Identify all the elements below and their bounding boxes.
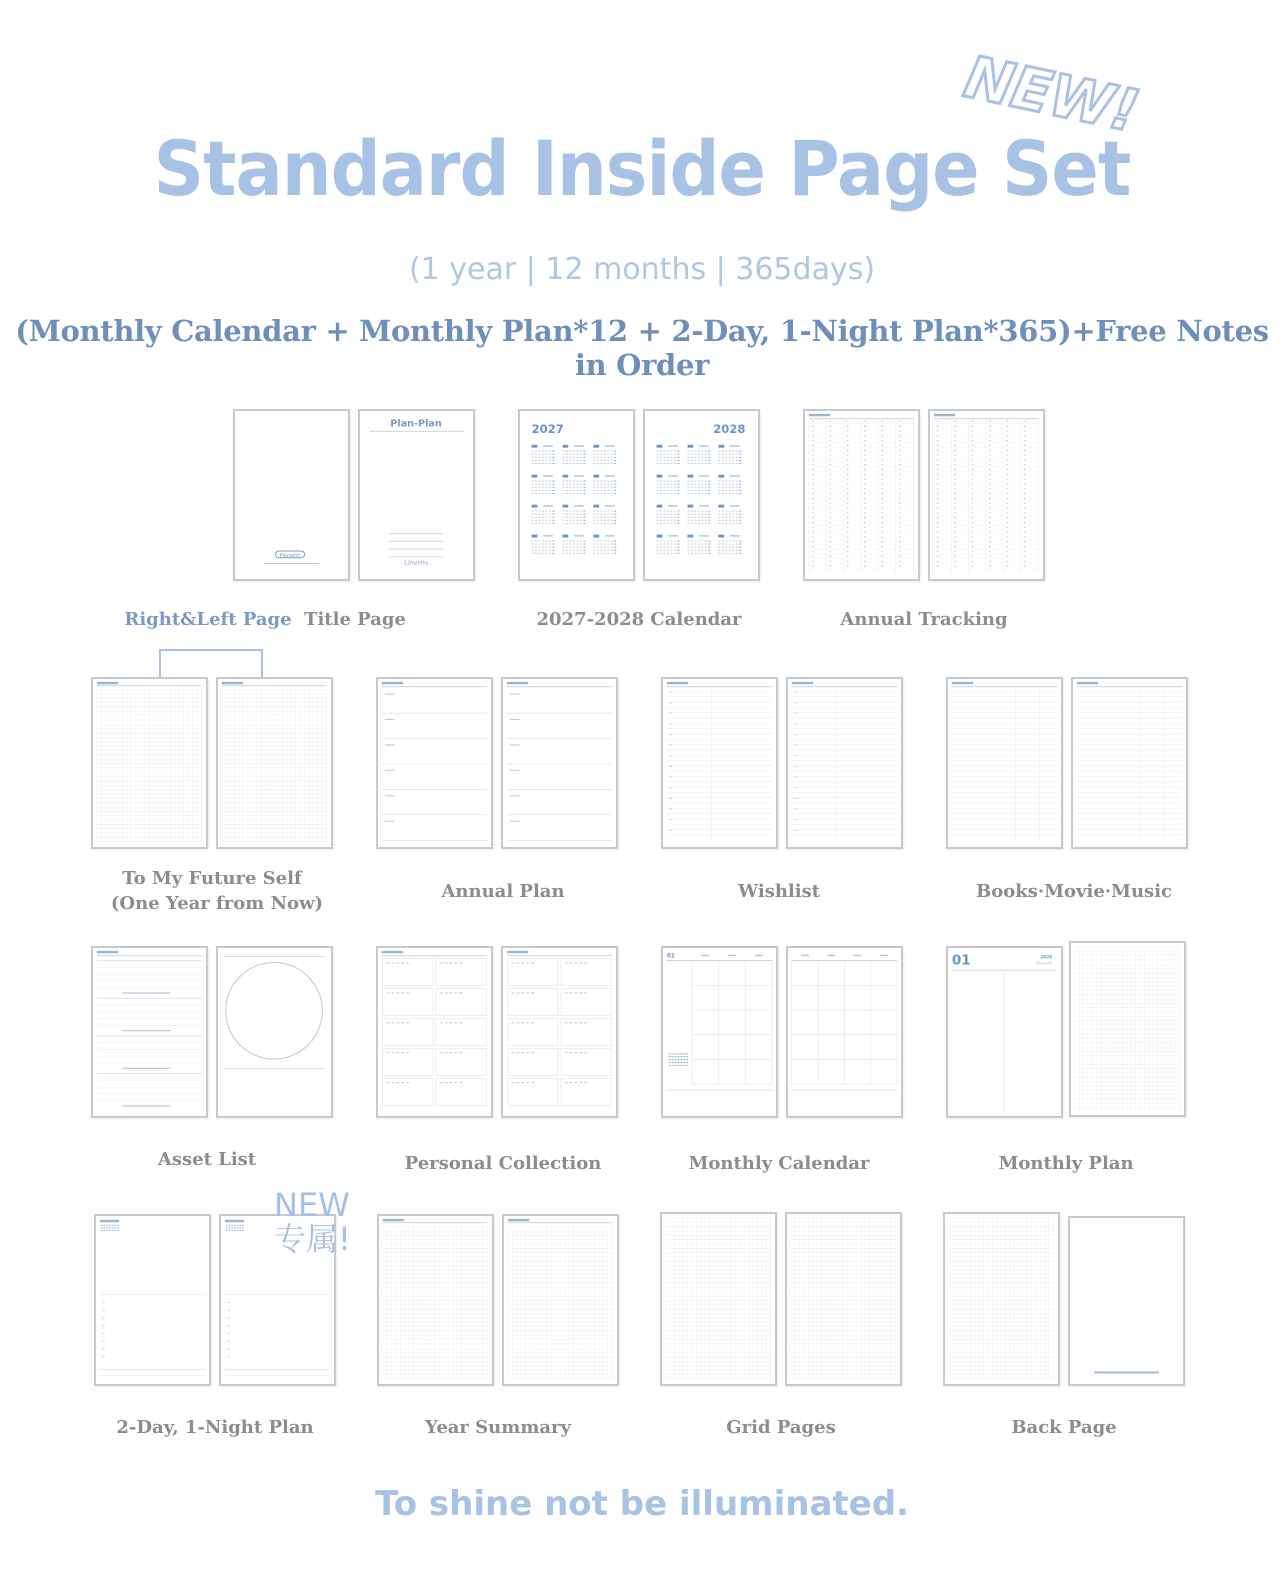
asset-list-left-thumbnail [91,946,208,1118]
label-back-page: Back Page [1011,1417,1117,1438]
label-year-summary: Year Summary [425,1417,571,1438]
two-day-plan-left-thumbnail [94,1214,211,1386]
title-page-heading: Plan-Plan [390,418,442,430]
label-asset-list: Asset List [157,1149,257,1170]
wishlist-right-thumbnail [786,677,903,849]
wishlist-left-thumbnail [661,677,778,849]
monthly-plan-month: January [1035,961,1053,967]
monthly-calendar-right-thumbnail [786,946,903,1118]
label-title-page: Title Page [304,609,406,630]
calendar-year-2027: 2027 [531,422,564,437]
books-movie-music-left-thumbnail [946,677,1063,849]
right-left-page-bracket [159,649,263,678]
label-grid-pages: Grid Pages [726,1417,836,1438]
label-monthly-plan: Monthly Plan [998,1153,1134,1174]
personal-collection-left-thumbnail [376,946,493,1118]
annual-tracking-left-thumbnail [803,409,920,581]
label-two-day-one-night-plan: 2-Day, 1-Night Plan [116,1417,314,1438]
page-title: Standard Inside Page Set [153,124,1131,214]
label-to-my-future-self: To My Future Self [122,868,302,889]
new-exclusive-line2: 专属! [274,1220,351,1258]
new-exclusive-line1: NEW [274,1186,350,1224]
future-self-right-thumbnail [216,677,333,849]
grid-pages-left-thumbnail [660,1212,777,1386]
monthly-plan-left-thumbnail [946,946,1063,1118]
subtitle: (1 year | 12 months | 365days) [408,252,876,287]
year-summary-left-thumbnail [377,1214,494,1386]
monthly-plan-right-thumbnail [1069,941,1186,1117]
label-right-left-page: Right&Left Page [124,609,292,630]
back-page-thumbnail [1068,1216,1185,1386]
label-wishlist: Wishlist [737,881,821,902]
annual-plan-left-thumbnail [376,677,493,849]
calendar-2028-thumbnail [643,409,760,581]
monthly-calendar-left-thumbnail [661,946,778,1118]
monthly-plan-number: 01 [951,952,971,969]
label-calendar-2027-2028: 2027-2028 Calendar [536,609,742,630]
grid-pages-right-thumbnail [785,1212,902,1386]
new-exclusive-badge [274,1188,351,1256]
asset-list-right-thumbnail [216,946,333,1118]
footer-motto: To shine not be illuminated. [375,1484,909,1524]
new-badge: NEW! [958,42,1144,146]
annual-tracking-right-thumbnail [928,409,1045,581]
contents-summary: (Monthly Calendar + Monthly Plan*12 + 2-Day, 1-Night Plan*365)+Free Notes in Order [15,314,1269,382]
label-personal-collection: Personal Collection [404,1153,602,1174]
calendar-2027-thumbnail [518,409,635,581]
label-monthly-calendar: Monthly Calendar [688,1153,870,1174]
label-annual-tracking: Annual Tracking [840,609,1008,630]
title-page-blank-thumbnail [233,409,350,581]
future-self-left-thumbnail [91,677,208,849]
annual-plan-right-thumbnail [501,677,618,849]
monthly-calendar-number: 01 [666,953,675,960]
year-summary-right-thumbnail [502,1214,619,1386]
personal-collection-right-thumbnail [501,946,618,1118]
label-annual-plan: Annual Plan [441,881,565,902]
back-page-grid-thumbnail [943,1212,1060,1386]
monthly-plan-year: 2026 [1040,955,1053,961]
title-page-footer: - 12months - [400,561,432,567]
title-page-logo: Planwith [279,553,301,559]
title-page-thumbnail [358,409,475,581]
calendar-year-2028: 2028 [713,422,746,437]
label-one-year-from-now: (One Year from Now) [110,893,324,914]
label-books-movie-music: Books·Movie·Music [976,881,1172,902]
books-movie-music-right-thumbnail [1071,677,1188,849]
